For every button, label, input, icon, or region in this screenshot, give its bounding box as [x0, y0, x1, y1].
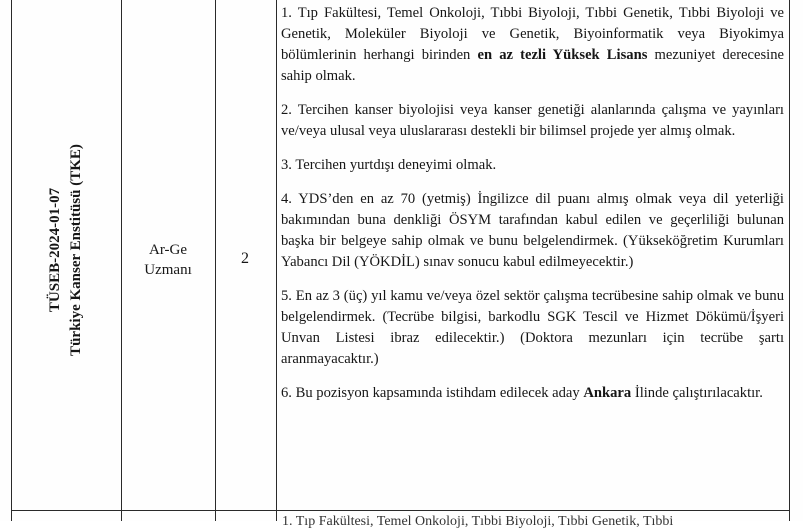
institute-name: Türkiye Kanser Enstitüsü (TKE) — [68, 144, 84, 356]
requirement-text: 1. Tıp Fakültesi, Temel Onkoloji, Tıbbi Biyoloji, Tıbbi Genetik, Tıbbi Biyoloji ve Genetik, Moleküler Biyoloji ve Genetik, Biyoinformatik veya Biyokimya bölümlerinin herhangi birinden — [281, 5, 784, 63]
position-title-cell — [121, 0, 215, 510]
row-divider — [11, 510, 790, 511]
position-code: TÜSEB-2024-01-07 — [47, 187, 63, 313]
rotated-label — [45, 100, 87, 400]
requirement-6 — [281, 383, 784, 404]
requirement-text: 6. Bu pozisyon kapsamında istihdam edilecek aday — [281, 385, 584, 401]
requirement-text: 4. YDS’den en az 70 (yetmiş) İngilizce dil puanı almış olmak veya dil yeterliği bakımından buna denkliği ÖSYM tarafından kabul edilen ve geçerliliği bulunan başka bir belgeye sahip olmak ve bunu belgelendirmek. (Yükseköğretim Kurumları Yabancı Dil (YÖKDİL) sınav sonucu kabul edilmeyecektir.) — [281, 191, 784, 270]
position-count: 2 — [241, 250, 249, 267]
requirements-cell — [281, 3, 784, 417]
next-row-partial-text: 1. Tıp Fakültesi, Temel Onkoloji, Tıbbi Biyoloji, Tıbbi Genetik, Tıbbi — [282, 514, 674, 529]
requirement-3 — [281, 155, 784, 176]
requirement-text: İlinde çalıştırılacaktır. — [631, 385, 763, 401]
table-border-right — [789, 0, 790, 521]
requirement-2 — [281, 100, 784, 142]
requirement-text: 5. En az 3 (üç) yıl kamu ve/veya özel sektör çalışma tecrübesine sahip olmak ve bunu belgelendirmek. (Tecrübe bilgisi, barkodlu SGK Tescil ve Hizmet Dökümü/İşyeri Unvan Listesi ibraz edilecektir.) (Doktora mezunları için tecrübe şartı aranmayacaktır.) — [281, 288, 784, 367]
requirement-emphasis: en az tezli Yüksek Lisans — [477, 47, 648, 63]
column-divider-3 — [276, 0, 277, 521]
position-title-line1: Ar-Ge — [148, 242, 187, 258]
requirement-emphasis: Ankara — [583, 385, 632, 401]
requirement-4 — [281, 189, 784, 273]
position-code-cell — [12, 0, 121, 510]
position-title-line2: Uzmanı — [144, 262, 192, 278]
position-title — [121, 240, 215, 280]
requirement-5 — [281, 286, 784, 370]
requirement-text: 3. Tercihen yurtdışı deneyimi olmak. — [281, 157, 497, 173]
requirement-1 — [281, 3, 784, 87]
requirement-text: mezuniyet derecesine sahip olmak. — [281, 47, 784, 84]
position-count-cell — [215, 0, 275, 510]
requirement-text: 2. Tercihen kanser biyolojisi veya kanser genetiği alanlarında çalışma ve yayınları ve/veya ulusal veya uluslararası destekli bir bilimsel projede yer almış olmak. — [281, 102, 784, 139]
